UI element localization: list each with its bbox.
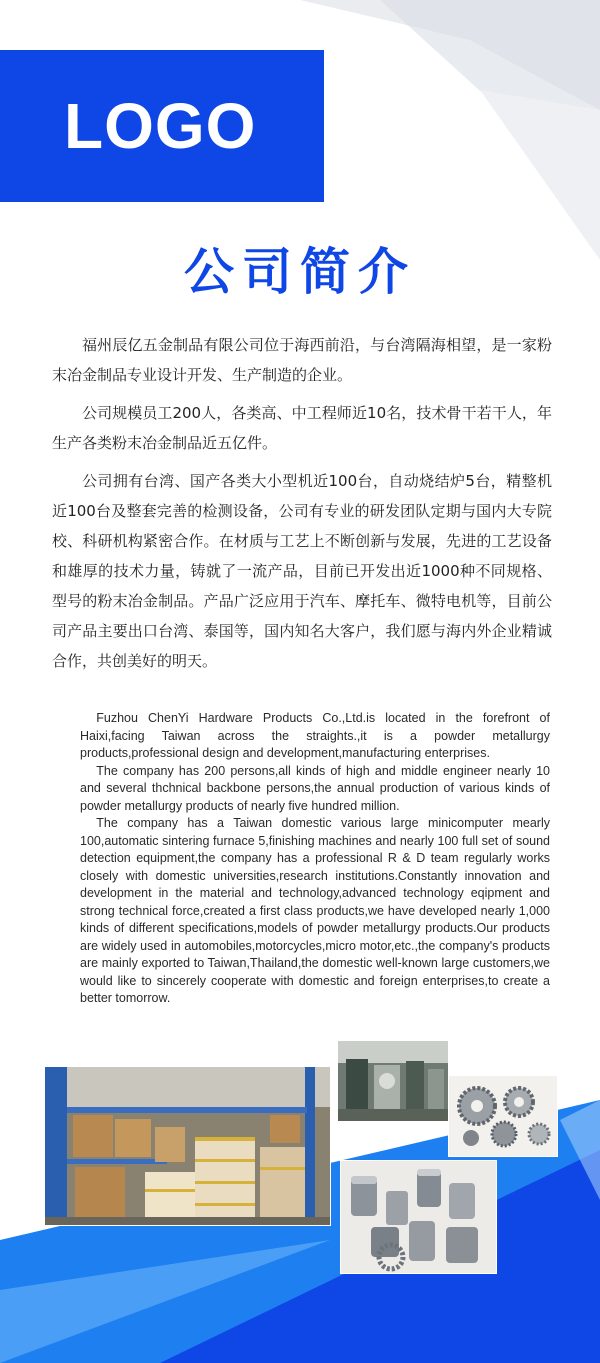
chinese-paragraph: 福州辰亿五金制品有限公司位于海西前沿，与台湾隔海相望，是一家粉末冶金制品专业设计开发、生产制造的企业。 bbox=[52, 336, 552, 384]
logo-text: LOGO bbox=[64, 90, 257, 162]
english-paragraph: The company has a Taiwan domestic various large minicomputer mearly 100,automatic sintering furnace 5,finishing machines and nearly 100 full set of sound detection equipment,the company has a professional R & D team regularly works closely with domestic universities,research institutions.Constantly innovation and development in the material and technology,advanced technology eqipment and strong technical force,created a first class products,we have developed nearly 1,000 kinds of different specifications,models of powder metallurgy products.Our products are widely used in automobiles,motorcycles,micro motor,etc.,the company's products are mainly exported to Taiwan,Thailand,the domestic well-known large customers,we would like to sincerely cooperate with domestic and foreign enterprises,to create a better tomorrow. bbox=[80, 816, 550, 1005]
chinese-paragraph: 公司规模员工200人，各类高、中工程师近10名，技术骨干若干人，年生产各类粉末冶金制品近五亿件。 bbox=[52, 404, 552, 452]
chinese-intro bbox=[52, 330, 552, 684]
factory-machines-photo bbox=[337, 1040, 449, 1122]
logo-block bbox=[0, 50, 324, 202]
chinese-paragraph: 公司拥有台湾、国产各类大小型机近100台，自动烧结炉5台，精整机近100台及整套完善的检测设备，公司有专业的研发团队定期与国内大专院校、科研机构紧密合作。在材质与工艺上不断创新与发展，先进的工艺设备和雄厚的技术力量，铸就了一流产品，目前已开发出近1000种不同规格、型号的粉末冶金制品。产品广泛应用于汽车、摩托车、微特电机等，目前公司产品主要出口台湾、泰国等，国内知名大客户，我们愿与海内外企业精诚合作，共创美好的明天。 bbox=[52, 472, 552, 670]
english-intro bbox=[80, 710, 550, 1008]
gears-photo bbox=[448, 1075, 558, 1157]
page-title: 公司简介 bbox=[184, 243, 416, 301]
english-paragraph: The company has 200 persons,all kinds of high and middle engineer nearly 10 and several thchnical backbone persons,the annual production of various kinds of powder metallurgy products of nearly five hundred million. bbox=[80, 763, 550, 813]
english-paragraph: Fuzhou ChenYi Hardware Products Co.,Ltd.is located in the forefront of Haixi,facing Taiwan across the straights.,it is a powder metallurgy products,professional design and development,manufacturing enterprises. bbox=[80, 711, 550, 760]
warehouse-photo bbox=[44, 1066, 331, 1226]
metal-parts-photo bbox=[340, 1160, 497, 1274]
